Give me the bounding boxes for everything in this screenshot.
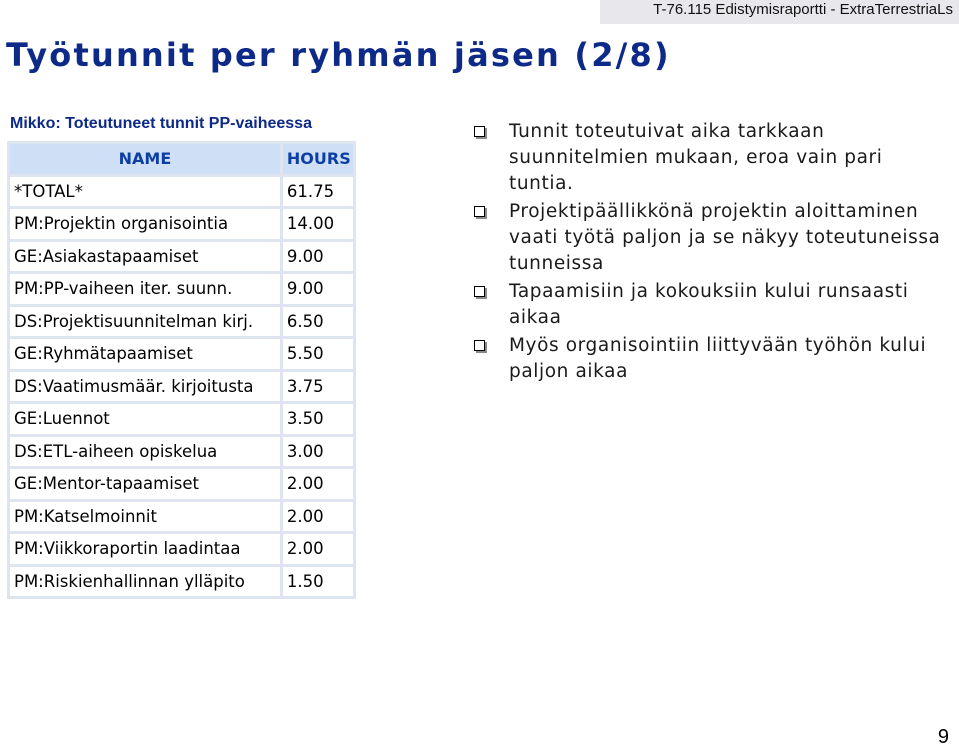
table-row bbox=[10, 404, 353, 434]
table-row bbox=[10, 274, 353, 304]
task-hours-cell: 2.00 bbox=[283, 534, 353, 564]
task-name-cell: *TOTAL* bbox=[10, 177, 280, 207]
bullet-text: Myös organisointiin liittyvään työhön kului paljon aikaa bbox=[509, 335, 927, 382]
slide-title: Työtunnit per ryhmän jäsen (2/8) bbox=[6, 36, 671, 74]
course-title: T-76.115 Edistymisraportti - ExtraTerrestriaLs bbox=[653, 1, 953, 18]
checkbox-bullet-icon bbox=[474, 286, 485, 297]
table-row bbox=[10, 437, 353, 467]
table-row bbox=[10, 534, 353, 564]
bullet-text: Tapaamisiin ja kokouksiin kului runsaasti aikaa bbox=[509, 281, 909, 328]
bullet-item bbox=[472, 199, 942, 277]
task-hours-cell: 61.75 bbox=[283, 177, 353, 207]
task-hours-cell: 9.00 bbox=[283, 274, 353, 304]
task-name-cell: GE:Luennot bbox=[10, 404, 280, 434]
task-name-cell: DS:Vaatimusmäär. kirjoitusta bbox=[10, 372, 280, 402]
task-name-cell: PM:Projektin organisointia bbox=[10, 209, 280, 239]
task-hours-cell: 9.00 bbox=[283, 242, 353, 272]
checkbox-bullet-icon bbox=[474, 340, 485, 351]
table-row bbox=[10, 567, 353, 597]
task-name-cell: GE:Ryhmätapaamiset bbox=[10, 339, 280, 369]
task-name-cell: DS:ETL-aiheen opiskelua bbox=[10, 437, 280, 467]
table-row bbox=[10, 209, 353, 239]
task-hours-cell: 2.00 bbox=[283, 502, 353, 532]
table-row bbox=[10, 372, 353, 402]
task-hours-cell: 5.50 bbox=[283, 339, 353, 369]
table-row bbox=[10, 242, 353, 272]
task-hours-cell: 3.75 bbox=[283, 372, 353, 402]
task-hours-cell: 6.50 bbox=[283, 307, 353, 337]
task-name-cell: GE:Mentor-tapaamiset bbox=[10, 469, 280, 499]
task-name-cell: DS:Projektisuunnitelman kirj. bbox=[10, 307, 280, 337]
task-name-cell: PM:Katselmoinnit bbox=[10, 502, 280, 532]
task-hours-cell: 1.50 bbox=[283, 567, 353, 597]
task-name-cell: PM:Riskienhallinnan ylläpito bbox=[10, 567, 280, 597]
table-caption: Mikko: Toteutuneet tunnit PP-vaiheessa bbox=[10, 115, 312, 132]
table-row bbox=[10, 339, 353, 369]
bullet-text: Projektipäällikkönä projektin aloittaminen vaati työtä paljon ja se näkyy toteutuneissa tunneissa bbox=[509, 201, 941, 274]
bullet-item bbox=[472, 279, 942, 331]
table-row bbox=[10, 177, 353, 207]
page-number: 9 bbox=[937, 726, 949, 748]
task-name-cell: GE:Asiakastapaamiset bbox=[10, 242, 280, 272]
bullet-text: Tunnit toteutuivat aika tarkkaan suunnitelmien mukaan, eroa vain pari tuntia. bbox=[509, 121, 883, 194]
task-hours-cell: 2.00 bbox=[283, 469, 353, 499]
table-row bbox=[10, 307, 353, 337]
bullet-list bbox=[472, 119, 942, 387]
task-name-cell: PM:PP-vaiheen iter. suunn. bbox=[10, 274, 280, 304]
task-hours-cell: 14.00 bbox=[283, 209, 353, 239]
hours-table bbox=[7, 141, 356, 599]
column-header-name: NAME bbox=[10, 144, 280, 174]
task-hours-cell: 3.00 bbox=[283, 437, 353, 467]
column-header-hours: HOURS bbox=[283, 144, 353, 174]
task-hours-cell: 3.50 bbox=[283, 404, 353, 434]
bullet-item bbox=[472, 333, 942, 385]
table-row bbox=[10, 502, 353, 532]
header-strip bbox=[600, 0, 959, 24]
table-header-row bbox=[10, 144, 353, 174]
bullet-item bbox=[472, 119, 942, 197]
task-name-cell: PM:Viikkoraportin laadintaa bbox=[10, 534, 280, 564]
table-row bbox=[10, 469, 353, 499]
checkbox-bullet-icon bbox=[474, 126, 485, 137]
checkbox-bullet-icon bbox=[474, 206, 485, 217]
